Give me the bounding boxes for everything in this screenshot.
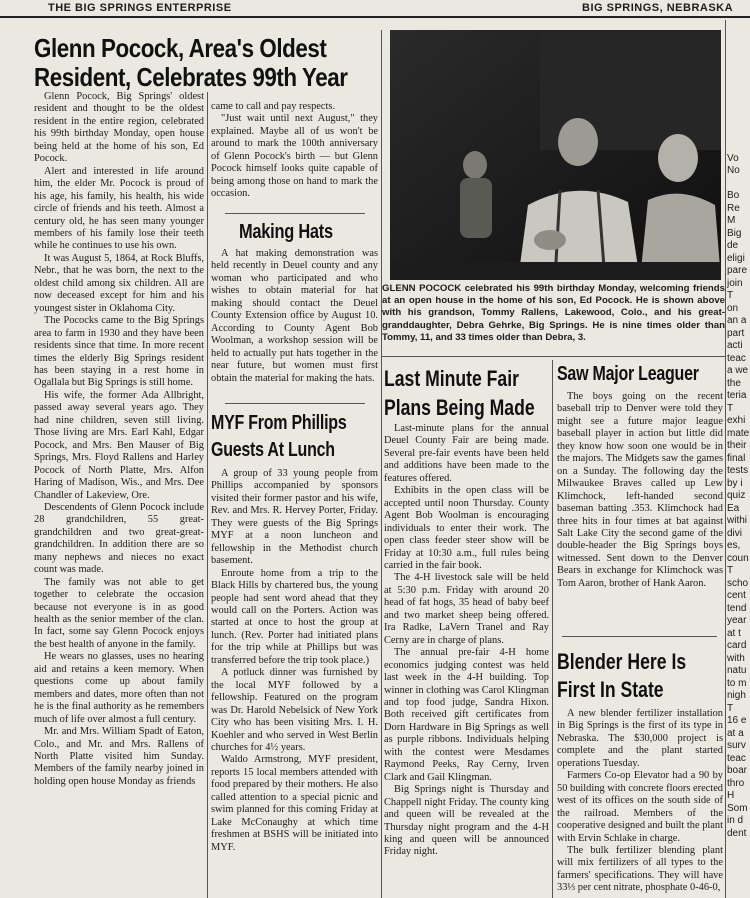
edge-line: T bbox=[727, 402, 734, 414]
edge-line: de bbox=[727, 240, 739, 251]
edge-line: card bbox=[727, 640, 747, 651]
edge-line: the bbox=[727, 377, 741, 389]
edge-line: their bbox=[727, 440, 747, 451]
story-paragraph: Big Springs night is Thursday and Chappell night Friday. The county king and queen will be revealed at the Thursday night program and the 4-H king and queen will be announced Friday night. bbox=[384, 784, 549, 858]
story-paragraph: The boys going on the recent baseball trip to Denver were told they might see a future major league baseball player in action but little did they know how soon one would be in the majors. The Midgets saw the games on a Sunday. The following day the Milwaukee Braves called up Lew Klimchock, left-handed second baseman batting .353. Klimchock had three hits in four times at bat against Salt Lake City the second game of the double-header the Big Springs boys witnessed. Sent down to the Denver Bears in exchange for Klimchock was Tom Aaron, brother of Hank Aaron. bbox=[557, 391, 723, 589]
fair-headline-line1: Last Minute Fair bbox=[384, 366, 519, 391]
masthead-paper-name: THE BIG SPRINGS ENTERPRISE bbox=[48, 2, 232, 14]
edge-line: to m bbox=[727, 677, 747, 689]
edge-line: tests bbox=[727, 465, 749, 476]
edge-line bbox=[727, 103, 750, 116]
edge-line: coun bbox=[727, 552, 749, 564]
league-headline: Saw Major Leaguer bbox=[557, 363, 699, 385]
blender-headline-line1: Blender Here Is bbox=[557, 649, 687, 674]
story-divider bbox=[225, 213, 365, 214]
story-divider bbox=[225, 403, 365, 404]
column-divider bbox=[725, 20, 726, 898]
story-paragraph: His wife, the former Ada Allbright, passed away several years ago. They had nine children, seven still living. Those living are Mrs. Earl Kahl, Edgar Pocock, and Mrs. Ben Mauser of Big Springs, Mrs. Floyd Rallens and Harley Pocock of North Platte, Mrs. Alfon Haring of Madison, Wis., and Mrs. Dee Chandler of Lakeview, Ore. bbox=[34, 389, 204, 501]
edge-line: thro bbox=[727, 777, 745, 789]
masthead-location: BIG SPRINGS, NEBRASKA bbox=[582, 2, 734, 14]
edge-line: boar bbox=[727, 765, 748, 776]
story-paragraph: Last-minute plans for the annual Deuel County Fair are being made. Several pre-fair events have been held and additions have been made to the features offered. bbox=[384, 423, 549, 484]
edge-line: teria bbox=[727, 390, 747, 401]
edge-line: scho bbox=[727, 577, 749, 589]
story-paragraph: "Just wait until next August," they explained. Maybe all of us won't be around to mark the 100th anniversary of Glenn Pocock's birth — but Glenn Pocock himself looks quite capable of being among those on hand to mark the occasion. bbox=[211, 113, 378, 200]
edge-line bbox=[727, 53, 750, 66]
edge-line: a we bbox=[727, 365, 749, 376]
main-story-column-1 bbox=[34, 91, 204, 898]
edge-line bbox=[727, 40, 750, 53]
main-story-column-2 bbox=[211, 101, 378, 213]
story-paragraph: A hat making demonstration was held recently in Deuel county and any woman who participated and who wishes to obtain material for hat making should contact the Deuel County Extension office by August 10. According to County Agent Bob Woolman, a workshop session will be held to actually put hats together in the near future, but women must first obtain the material for making the hats. bbox=[211, 248, 378, 384]
edge-line: es, bbox=[727, 540, 741, 551]
edge-line: acti bbox=[727, 340, 743, 351]
edge-line: cent bbox=[727, 590, 746, 601]
column-divider bbox=[552, 360, 553, 898]
column-divider bbox=[207, 92, 208, 898]
story-paragraph: The 4-H livestock sale will be held at 5:30 p.m. Friday with around 20 head of fat hogs, 35 head of baby beef and two market sheep being offered. Ira Radke, LaVern Tranel and Ray Cerny are in charge of plans. bbox=[384, 572, 549, 646]
edge-line: tend bbox=[727, 602, 747, 614]
edge-line: surv bbox=[727, 740, 746, 751]
edge-line bbox=[727, 140, 750, 153]
edge-line: Re bbox=[727, 202, 740, 214]
edge-line: quiz bbox=[727, 490, 746, 501]
edge-line: by i bbox=[727, 477, 743, 489]
myf-headline-line2: Guests At Lunch bbox=[211, 439, 335, 461]
edge-line bbox=[727, 78, 750, 91]
edge-line: pare bbox=[727, 265, 748, 276]
making-hats-story bbox=[211, 248, 378, 398]
edge-line: 16 e bbox=[727, 715, 747, 726]
story-paragraph: Waldo Armstrong, MYF president, reports 15 local members attended with food prepared by their mothers. He also called attention to a special picnic and swim planned for this coming Friday at Lake McConaughy at which time freshmen at BSHS will be initiated into MYF. bbox=[211, 754, 378, 853]
story-paragraph: He wears no glasses, uses no hearing aid and retains a keen memory. When questions come up about family members and dates, more often than not he is the final authority as he remembers much of life over almost a full century. bbox=[34, 651, 204, 725]
making-hats-headline: Making Hats bbox=[239, 221, 333, 243]
story-paragraph: Exhibits in the open class will be accepted until noon Thursday. County Agent Bob Woolman is encouraging individuals to enter their work. The open class feeder steer show will be Friday at 10:30 a.m., full rules being carried in the fair book. bbox=[384, 485, 549, 571]
edge-line: divi bbox=[727, 527, 743, 539]
edge-line: teac bbox=[727, 352, 746, 364]
edge-line: Big bbox=[727, 227, 742, 239]
adjacent-page-column bbox=[727, 40, 750, 898]
story-paragraph: The Pococks came to the Big Springs area to farm in 1930 and they have been residents since that time. In more recent times the elderly Big Springs resident has been staying in a rest home in Ogallala but Big Springs is still home. bbox=[34, 315, 204, 389]
story-paragraph: A new blender fertilizer installation in Big Springs is the first of its type in Nebraska. The $30,000 project is complete and the plant started operations Tuesday. bbox=[557, 708, 723, 769]
edge-line: natu bbox=[727, 665, 747, 676]
birthday-photo bbox=[390, 30, 721, 280]
edge-line: exhi bbox=[727, 415, 746, 426]
edge-line: T bbox=[727, 290, 734, 301]
edge-line: part bbox=[727, 327, 745, 339]
edge-line bbox=[727, 115, 750, 128]
story-paragraph: A potluck dinner was furnished by the local MYF followed by a fellowship. Featured on the program was Dr. Harold Nebelsick of New York City who has been visiting Mrs. I. H. Koehler and who served in West Berlin churches for 4½ years. bbox=[211, 667, 378, 753]
edge-line: M bbox=[727, 215, 736, 226]
myf-story bbox=[211, 468, 378, 898]
blender-story bbox=[557, 708, 723, 898]
story-paragraph: Alert and interested in life around him, the elder Mr. Pocock is proud of his age, his family, his health, his wide circle of friends and his teeth. Almost a century old, he has seen many younger members of his family lose their teeth while he continues to use his own. bbox=[34, 165, 204, 252]
edge-line: No bbox=[727, 165, 740, 176]
story-paragraph: Mr. and Mrs. William Spadt of Eaton, Colo., and Mr. and Mrs. Rallens of North Platte visited him Sunday. Members of the family nearby joined in holding open house Monday as friends bbox=[34, 726, 204, 787]
story-paragraph: Enroute home from a trip to the Black Hills by chartered bus, the young people had sent word ahead that they would call on the Porters. Action was started at once to host the group at lunch. (Rev. Porter had initiated plans for the trip while at Phillips but was transferred before the trip took place.) bbox=[211, 567, 378, 666]
edge-line: Bo bbox=[727, 190, 740, 201]
story-paragraph: It was August 5, 1864, at Rock Bluffs, Nebr., that he was born, the next to the oldest child among six children. All are now deceased except for him and his youngest sister in Oklahoma City. bbox=[34, 252, 204, 314]
story-paragraph: The family was not able to get together to celebrate the occasion because not everyone is in as good health as the senior member of the clan. In fact, some say Glenn Pocock enjoys the best health of anyone in the family. bbox=[34, 576, 204, 650]
story-divider bbox=[562, 636, 717, 637]
edge-line: year bbox=[727, 615, 747, 626]
edge-line: at a bbox=[727, 727, 744, 739]
blender-headline-line2: First In State bbox=[557, 677, 664, 702]
edge-line: Som bbox=[727, 802, 748, 814]
edge-line bbox=[727, 178, 750, 191]
edge-line: in d bbox=[727, 815, 744, 826]
edge-line: teac bbox=[727, 752, 746, 764]
photo-caption: GLENN POCOCK celebrated his 99th birthday Monday, welcoming friends at an open house in the home of his son, Ed Pocock. He is shown above with his grandson, Tommy Rallens, Lakewood, Colo., and his great-granddaughter, Debra Gehrke, Big Springs. He is nine times older than Tommy, 11, and 33 times older than Debra, 3. bbox=[382, 283, 725, 343]
edge-line: nigh bbox=[727, 690, 746, 701]
edge-line bbox=[727, 65, 750, 78]
fair-story bbox=[384, 423, 549, 898]
edge-line: an a bbox=[727, 315, 747, 326]
edge-line: withi bbox=[727, 515, 748, 526]
edge-line: join bbox=[727, 277, 743, 289]
edge-line: final bbox=[727, 452, 746, 464]
story-paragraph: The bulk fertilizer blending plant will mix fertilizers of all types to the farmers' specifications. They will have 33⅓ per cent nitrate, phosphate 0-46-0, bbox=[557, 844, 723, 894]
edge-line: Ea bbox=[727, 502, 740, 514]
column-divider bbox=[381, 30, 382, 898]
edge-line: T bbox=[727, 565, 734, 576]
league-story bbox=[557, 391, 723, 631]
birthday-photo-illustration bbox=[390, 30, 721, 280]
edge-line: H bbox=[727, 790, 735, 801]
blender-headline bbox=[557, 648, 686, 704]
myf-headline-line1: MYF From Phillips bbox=[211, 412, 347, 434]
edge-line bbox=[727, 90, 750, 103]
edge-line: on bbox=[727, 302, 739, 314]
edge-line: eligi bbox=[727, 252, 745, 264]
story-paragraph: A group of 33 young people from Phillips accompanied by sponsors visited their former pastor and his wife, Rev. and Mrs. R. Hervey Porter, Friday. They were guests of the Big Springs MYF at a noon luncheon and fellowship in the Methodist church basement. bbox=[211, 468, 378, 567]
myf-headline bbox=[211, 410, 346, 464]
edge-line: dent bbox=[727, 827, 747, 839]
main-headline bbox=[34, 34, 348, 92]
edge-line: with bbox=[727, 652, 745, 664]
story-paragraph: The annual pre-fair 4-H home economics judging contest was held last week in the 4-H building. Top winner in clothing was Carol Klingman and top food judge, Sandra Hixon. Both received gift certificates from Dorn Hardware in Big Springs as well as purple ribbons. Individuals helping with the contest were Mesdames Raymond Peeks, Ray Cerny, Irven Clark and Gail Klingman. bbox=[384, 647, 549, 783]
story-paragraph: Farmers Co-op Elevator had a 90 by 50 building with concrete floors erected west of its offices on the south side of the railroad. Members of the cooperative designed and built the plant with Ervin Schlake in charge. bbox=[557, 770, 723, 844]
fair-headline-line2: Plans Being Made bbox=[384, 395, 535, 420]
main-headline-line2: Resident, Celebrates 99th Year bbox=[34, 62, 348, 92]
story-paragraph: came to call and pay respects. bbox=[211, 101, 336, 112]
fair-headline bbox=[384, 364, 535, 422]
main-headline-line1: Glenn Pocock, Area's Oldest bbox=[34, 33, 327, 63]
story-paragraph: Glenn Pocock, Big Springs' oldest resident and thought to be the oldest resident in the entire region, celebrated his 99th birthday Monday, open house being held at the home of his son, Ed Pocock. bbox=[34, 91, 204, 165]
edge-line: mate bbox=[727, 427, 750, 439]
edge-line bbox=[727, 128, 750, 141]
edge-line: T bbox=[727, 702, 734, 714]
story-paragraph: Descendents of Glenn Pocock include 28 grandchildren, 55 great-grandchildren and two great-great-grandchildren. In addition there are so many nephews and nieces no exact count was made. bbox=[34, 501, 204, 576]
edge-line: Vo bbox=[727, 152, 739, 164]
masthead-bar bbox=[0, 0, 750, 18]
edge-line: at t bbox=[727, 627, 741, 639]
story-divider bbox=[382, 356, 725, 357]
